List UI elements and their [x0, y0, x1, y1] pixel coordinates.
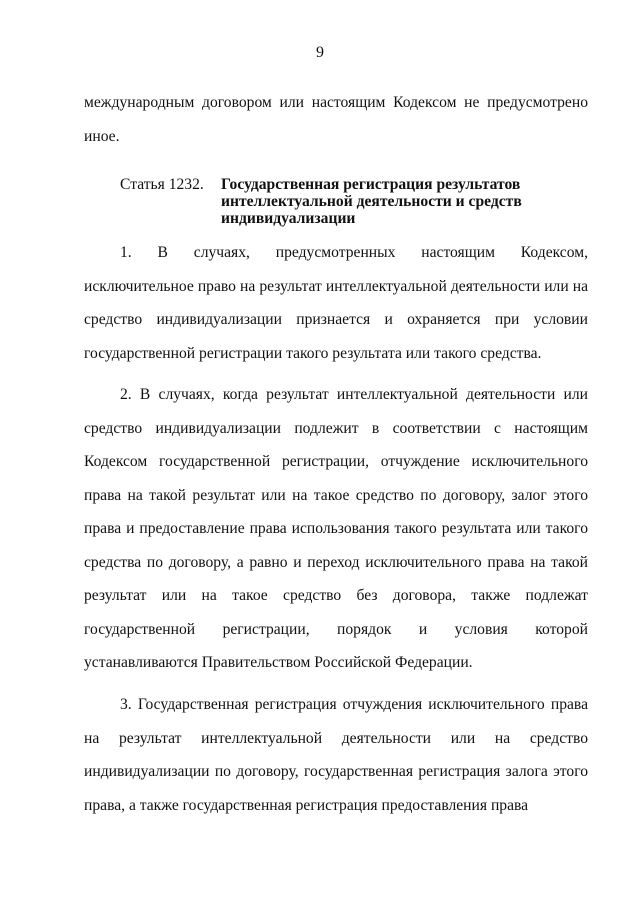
article-number: Статья 1232. [120, 176, 204, 193]
paragraph-1: 1. В случаях, предусмотренных настоящим Кодексом, исключительное право на результат интеллектуальной деятельности или на средство индивидуализации признается и охраняется при условии государственной регистрации такого результата или такого средства. [84, 244, 588, 362]
article-title: Государственная регистрация результатов интеллектуальной деятельности и средств индивидуализации [221, 176, 522, 227]
paragraph-2: 2. В случаях, когда результат интеллектуальной деятельности или средство индивидуализации подлежит в соответствии с настоящим Кодексом государственной регистрации, отчуждение исключительного права на такой результат или на такое средство по договору, залог этого права и предоставление права использования такого результата или такого средства по договору, а равно и переход исключительного права на такой результат или на такое средство без договора, также подлежат государственной регистрации, порядок и условия которой устанавливаются Правительством Российской Федерации. [84, 386, 588, 671]
paragraph-3: 3. Государственная регистрация отчуждения исключительного права на результат интеллектуальной деятельности или на средство индивидуализации по договору, государственная регистрация залога этого права, а также государственная регистрация предоставления права [84, 696, 588, 814]
intro-paragraph: международным договором или настоящим Кодексом не предусмотрено иное. [84, 94, 588, 145]
page-number: 9 [316, 44, 324, 61]
